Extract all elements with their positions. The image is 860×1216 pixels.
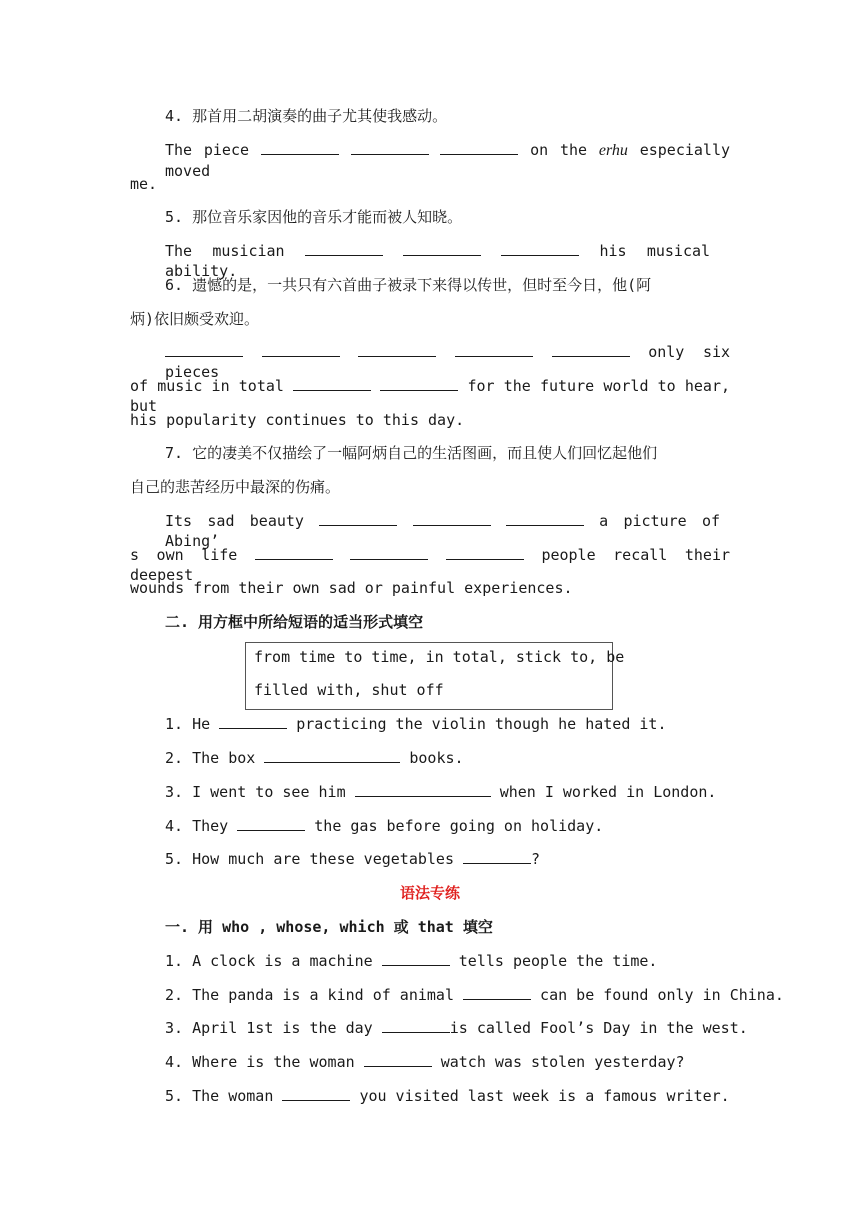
answer-blank[interactable] [165, 342, 243, 357]
q4-text-a: The piece [165, 141, 250, 159]
q4-text-c: especially moved [165, 141, 731, 180]
q7-text-c: s own life [130, 546, 238, 564]
grammar-heading: 一. 用 who , whose, which 或 that 填空 [165, 918, 493, 936]
grammar-item-5 [165, 1086, 730, 1106]
item-text: ? [531, 850, 541, 868]
section2-item-3 [165, 782, 716, 802]
q6-chinese-line1: 6. 遗憾的是，一共只有六首曲子被录下来得以传世，但时至今日，他(阿 [165, 276, 652, 294]
item-text: practicing the violin though he hated it. [296, 715, 667, 733]
section2-item-4 [165, 816, 603, 836]
answer-blank[interactable] [293, 376, 371, 391]
item-text: the gas before going on holiday. [314, 817, 604, 835]
q6-text-a: only six pieces [165, 343, 731, 381]
grammar-title: 语法专练 [399, 884, 460, 902]
section2-item-1 [165, 714, 666, 734]
answer-blank[interactable] [219, 714, 287, 729]
item-text: 3. I went to see him [165, 783, 346, 801]
q6-text-d: but [130, 397, 158, 415]
answer-blank[interactable] [261, 140, 339, 155]
item-text: 1. He [165, 715, 211, 733]
item-text: 4. They [165, 817, 229, 835]
item-text: 4. Where is the woman [165, 1053, 355, 1071]
q4-text-b: on the [530, 141, 588, 159]
item-text: 5. The woman [165, 1087, 274, 1105]
grammar-item-3 [165, 1018, 748, 1038]
q7-text-a: Its sad beauty [165, 512, 304, 530]
answer-blank[interactable] [350, 545, 428, 560]
item-text: is called Fool’s Day in the west. [449, 1019, 748, 1037]
answer-blank[interactable] [358, 342, 436, 357]
answer-blank[interactable] [403, 241, 481, 256]
item-text: books. [409, 749, 464, 767]
section2-heading: 二. 用方框中所给短语的适当形式填空 [165, 613, 424, 631]
q7-chinese-line2: 自己的悲苦经历中最深的伤痛。 [130, 478, 341, 496]
q4-english-line1 [165, 140, 730, 181]
q5-text-a: The musician [165, 242, 285, 260]
answer-blank[interactable] [440, 140, 518, 155]
answer-blank[interactable] [506, 511, 584, 526]
answer-blank[interactable] [382, 951, 450, 966]
item-text: can be found only in China. [540, 986, 784, 1004]
answer-blank[interactable] [463, 849, 531, 864]
answer-blank[interactable] [305, 241, 383, 256]
answer-blank[interactable] [255, 545, 333, 560]
answer-blank[interactable] [463, 985, 531, 1000]
grammar-item-4 [165, 1052, 685, 1072]
answer-blank[interactable] [455, 342, 533, 357]
q6-text-b: of music in total [130, 377, 284, 395]
q6-text-c: for the future world to hear, [467, 377, 731, 395]
answer-blank[interactable] [413, 511, 491, 526]
answer-blank[interactable] [319, 511, 397, 526]
section2-item-5 [165, 849, 540, 869]
answer-blank[interactable] [264, 748, 400, 763]
q7-chinese-line1: 7. 它的凄美不仅描绘了一幅阿炳自己的生活图画，而且使人们回忆起他们 [165, 444, 658, 462]
q6-chinese-line2: 炳)依旧颇受欢迎。 [130, 310, 260, 328]
answer-blank[interactable] [355, 782, 491, 797]
answer-blank[interactable] [446, 545, 524, 560]
item-text: when I worked in London. [499, 783, 717, 801]
answer-blank[interactable] [364, 1052, 432, 1067]
q4-english-line2: me. [130, 175, 158, 193]
item-text: 5. How much are these vegetables [165, 850, 454, 868]
answer-blank[interactable] [282, 1086, 350, 1101]
q7-text-b: a picture of Abing’ [165, 512, 721, 550]
grammar-item-1 [165, 951, 657, 971]
answer-blank[interactable] [380, 376, 458, 391]
q5-text-b: his musical ability. [165, 242, 711, 280]
item-text: tells people the time. [458, 952, 658, 970]
item-text: you visited last week is a famous writer. [359, 1087, 730, 1105]
q5-chinese: 5. 那位音乐家因他的音乐才能而被人知晓。 [165, 208, 463, 226]
q7-text-d: people recall their deepest [130, 546, 731, 584]
item-text: 3. April 1st is the day [165, 1019, 373, 1037]
answer-blank[interactable] [382, 1018, 450, 1033]
answer-blank[interactable] [552, 342, 630, 357]
q7-english-line3: wounds from their own sad or painful experiences. [130, 579, 573, 597]
q4-chinese: 4. 那首用二胡演奏的曲子尤其使我感动。 [165, 107, 448, 125]
item-text: 2. The box [165, 749, 256, 767]
item-text: watch was stolen yesterday? [440, 1053, 685, 1071]
phrase-box-line1: from time to time, in total, stick to, be [254, 648, 625, 666]
item-text: 2. The panda is a kind of animal [165, 986, 454, 1004]
section2-item-2 [165, 748, 464, 768]
item-text: 1. A clock is a machine [165, 952, 373, 970]
q6-english-line3: his popularity continues to this day. [130, 411, 465, 429]
grammar-item-2 [165, 985, 784, 1005]
answer-blank[interactable] [262, 342, 340, 357]
answer-blank[interactable] [351, 140, 429, 155]
answer-blank[interactable] [501, 241, 579, 256]
answer-blank[interactable] [237, 816, 305, 831]
phrase-box-line2: filled with, shut off [254, 681, 444, 699]
q4-erhu: erhu [598, 142, 628, 159]
